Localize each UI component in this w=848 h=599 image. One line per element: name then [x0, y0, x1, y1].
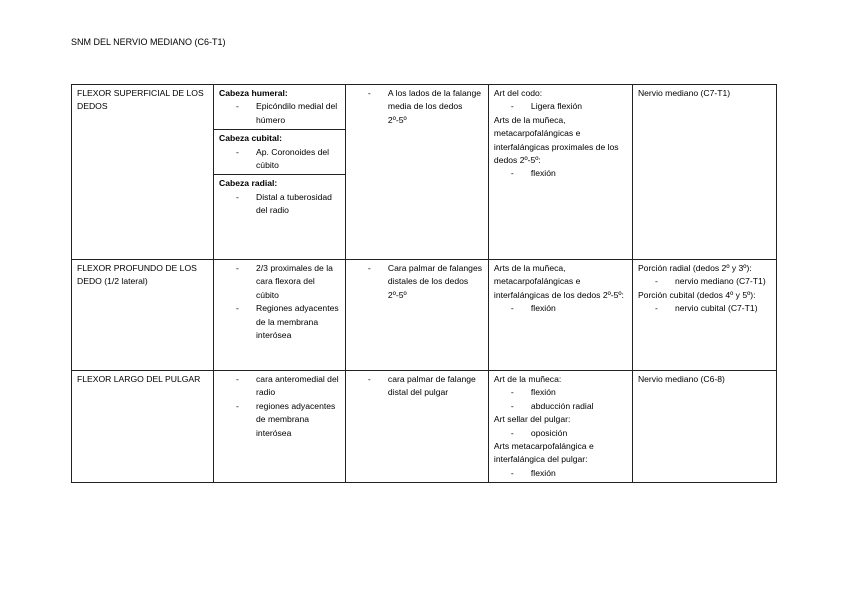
action-list [494, 167, 627, 180]
action-list [494, 427, 627, 440]
nerve-text: Porción cubital (dedos 4º y 5º): [637, 289, 756, 300]
nerve-text: Nervio mediano (C6-8) [637, 374, 725, 384]
action-text: Arts de la muñeca, metacarpofalángicas e interfalángicas proximales de los dedos 2º-5º: [493, 114, 619, 166]
list-item: - A los lados de la falange media de los dedos 2º-5º [351, 87, 483, 127]
insertion-cell [345, 260, 488, 371]
nerve-cell [632, 260, 776, 371]
action-list [494, 302, 627, 315]
muscle-name-cell [72, 260, 214, 371]
muscle-name: FLEXOR SUPERFICIAL DE LOS DEDOS [77, 88, 204, 112]
action-cell [488, 85, 632, 260]
origin-list [219, 373, 340, 440]
origin-cell [214, 260, 346, 371]
nerve-cell [632, 371, 776, 483]
list-item: - Distal a tuberosidad del radio [219, 191, 340, 218]
list-item: - oposición [494, 427, 627, 440]
list-item: - Cara palmar de falanges distales de los dedos 2º-5º [351, 262, 483, 302]
origin-group [214, 85, 345, 129]
insertion-cell [345, 371, 488, 483]
list-item: - nervio cubital (C7-T1) [638, 302, 771, 315]
insertion-list [351, 262, 483, 302]
insertion-list [351, 373, 483, 400]
origin-list [219, 146, 340, 173]
nerve-list [638, 275, 771, 288]
list-item: - 2/3 proximales de la cara flexora del cúbito [219, 262, 340, 302]
muscle-name: FLEXOR PROFUNDO DE LOS DEDO (1/2 lateral) [77, 263, 197, 287]
list-item: - cara palmar de falange distal del pulgar [351, 373, 483, 400]
list-item: - regiones adyacentes de membrana interósea [219, 400, 340, 440]
origin-group [214, 129, 345, 174]
action-cell [488, 260, 632, 371]
action-list [494, 386, 627, 413]
page-title: SNM DEL NERVIO MEDIANO (C6-T1) [71, 37, 226, 47]
action-text: Arts de la muñeca, metacarpofalángicas e interfalángicas de los dedos 2º-5º: [493, 263, 624, 300]
origin-head: Cabeza cubital: [219, 133, 283, 144]
nerve-text: Nervio mediano (C7-T1) [637, 88, 731, 98]
muscle-name: FLEXOR LARGO DEL PULGAR [77, 374, 201, 384]
muscle-table [71, 84, 777, 483]
origin-group [214, 371, 345, 442]
action-cell [488, 371, 632, 483]
list-item: - Ap. Coronoides del cúbito [219, 146, 340, 173]
nerve-list [638, 302, 771, 315]
list-item: - cara anteromedial del radio [219, 373, 340, 400]
list-item: - abducción radial [494, 400, 627, 413]
origin-group [214, 174, 345, 219]
origin-list [219, 100, 340, 127]
list-item: - Ligera flexión [494, 100, 627, 113]
insertion-cell [345, 85, 488, 260]
origin-cell [214, 85, 346, 260]
list-item: - flexión [494, 167, 627, 180]
origin-list [219, 191, 340, 218]
action-text: Art sellar del pulgar: [493, 414, 571, 425]
list-item: - Regiones adyacentes de la membrana interósea [219, 302, 340, 342]
list-item: - flexión [494, 467, 627, 480]
origin-cell [214, 371, 346, 483]
origin-head: Cabeza humeral: [219, 88, 288, 98]
origin-head: Cabeza radial: [219, 178, 278, 189]
action-text: Art del codo: [493, 88, 543, 98]
action-text: Art de la muñeca: [493, 374, 562, 384]
list-item: - nervio mediano (C7-T1) [638, 275, 771, 288]
muscle-name-cell [72, 371, 214, 483]
list-item: - flexión [494, 302, 627, 315]
action-list [494, 467, 627, 480]
action-text: Arts metacarpofalángica e interfalángica del pulgar: [493, 441, 594, 465]
nerve-cell [632, 85, 776, 260]
origin-list [219, 262, 340, 342]
action-list [494, 100, 627, 113]
muscle-name-cell [72, 85, 214, 260]
nerve-text: Porción radial (dedos 2º y 3º): [637, 263, 752, 273]
insertion-list [351, 87, 483, 127]
origin-group [214, 260, 345, 344]
list-item: - Epicóndilo medial del húmero [219, 100, 340, 127]
table-row [72, 85, 777, 260]
list-item: - flexión [494, 386, 627, 399]
table-row [72, 371, 777, 483]
table-row [72, 260, 777, 371]
